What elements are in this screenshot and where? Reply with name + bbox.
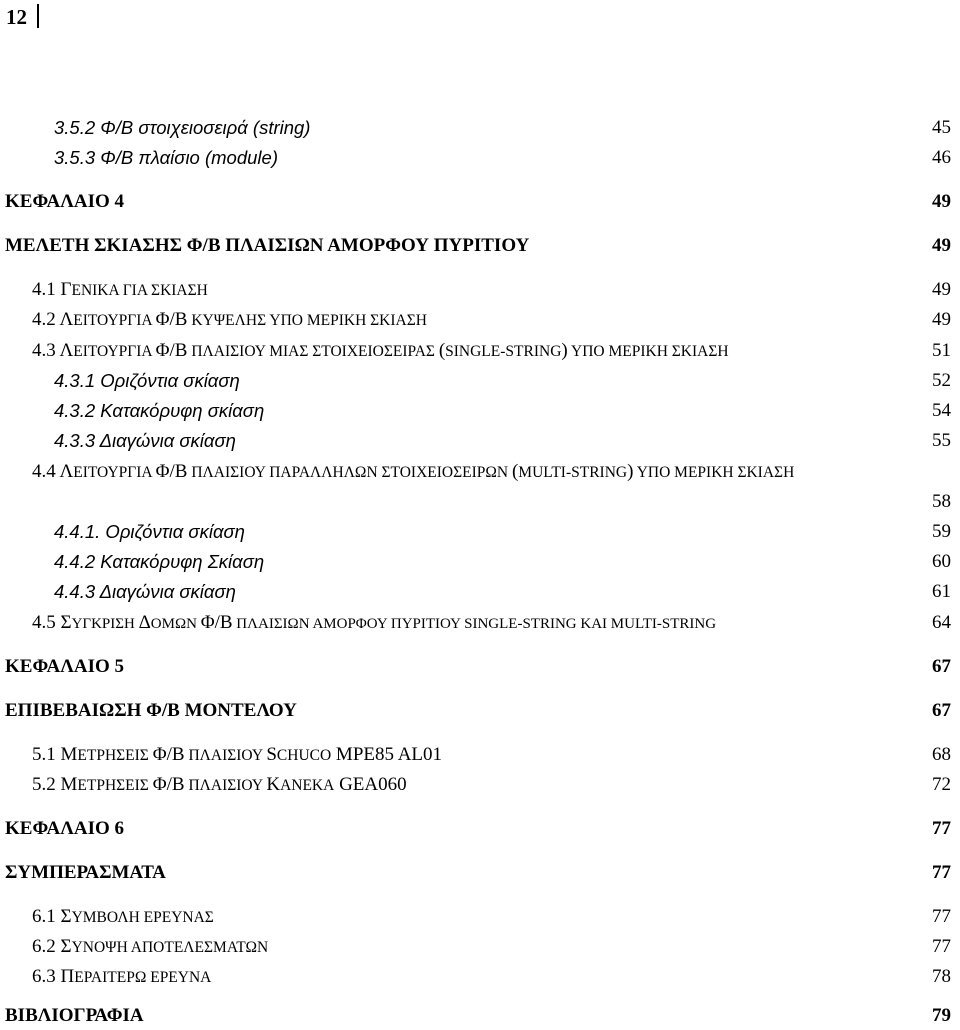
page-header [6,4,39,30]
toc-entry-title: 5.2 ΜΕΤΡΗΣΕΙΣ Φ/Β ΠΛΑΙΣΙΟΥ KANEKA GEA060 [32,774,407,795]
toc-entry-title: ΚΕΦΑΛΑΙΟ 4 [5,191,125,212]
toc-entry-page: 49 [932,279,951,300]
toc-entry-4-4-3[interactable] [0,579,960,605]
toc-entry-page: 60 [932,551,951,572]
toc-entry-page: 46 [932,147,951,168]
toc-entry-chapter-5-title[interactable] [0,698,960,724]
toc-entry-page: 51 [932,340,951,361]
toc-entry-title: 4.4.1. Οριζόντια σκίαση [54,521,245,542]
toc-entry-4-1[interactable] [0,277,960,303]
toc-entry-chapter-6[interactable] [0,816,960,842]
toc-entry-page: 61 [932,581,951,602]
toc-entry-4-3[interactable] [0,338,960,364]
toc-entry-page: 54 [932,400,951,421]
toc-entry-page: 52 [932,370,951,391]
toc-entry-title: 3.5.2 Φ/Β στοιχειοσειρά (string) [54,117,311,138]
toc-entry-page: 67 [932,656,951,677]
toc-entry-5-1[interactable] [0,742,960,768]
toc-entry-page: 59 [932,521,951,542]
toc-entry-title: ΚΕΦΑΛΑΙΟ 5 [5,656,125,677]
toc-entry-5-2[interactable] [0,772,960,798]
toc-entry-title: ΒΙΒΛΙΟΓΡΑΦΙΑ [5,1005,144,1026]
toc-entry-6-2[interactable] [0,934,960,960]
toc-entry-page: 49 [932,309,951,330]
toc-entry-title: 6.1 ΣΥΜΒΟΛΗ ΕΡΕΥΝΑΣ [32,906,214,927]
toc-entry-chapter-4[interactable] [0,189,960,215]
toc-entry-6-3[interactable] [0,964,960,990]
toc-entry-chapter-4-title[interactable] [0,233,960,259]
toc-entry-page: 49 [932,191,951,212]
toc-entry-title: 4.3.2 Κατακόρυφη σκίαση [54,400,265,421]
toc-entry-chapter-6-title[interactable] [0,860,960,886]
toc-entry-page: 77 [932,906,951,927]
toc-entry-4-4-2[interactable] [0,549,960,575]
toc-entry-4-4[interactable] [0,459,960,485]
toc-entry-title: 4.4 ΛΕΙΤΟΥΡΓΙΑ Φ/Β ΠΛΑΙΣΙΟΥ ΠΑΡΑΛΛΗΛΩΝ ΣΤΟΙΧΕΙΟΣΕΙΡΩΝ (MULTI-STRING) ΥΠΟ ΜΕΡΙΚΗ ΣΚΙΑΣΗ [32,461,795,482]
toc-entry-4-2[interactable] [0,307,960,333]
toc-entry-chapter-5[interactable] [0,654,960,680]
toc-entry-page: 68 [932,744,951,765]
toc-entry-title: 4.5 ΣΥΓΚΡΙΣΗ ΔΟΜΩΝ Φ/Β ΠΛΑΙΣΙΩΝ ΑΜΟΡΦΟΥ ΠΥΡΙΤΙΟΥ SINGLE-STRING ΚΑΙ MULTI-STRING [32,612,717,633]
toc-entry-page: 77 [932,936,951,957]
toc-entry-page: 77 [932,818,951,839]
toc-entry-page: 67 [932,700,951,721]
toc-entry-3-5-3[interactable] [0,145,960,171]
toc-entry-page: 72 [932,774,951,795]
toc-entry-3-5-2[interactable] [0,115,960,141]
toc-entry-title: 4.4.3 Διαγώνια σκίαση [54,581,236,602]
toc-entry-4-5[interactable] [0,610,960,636]
toc-entry-title: 4.4.2 Κατακόρυφη Σκίαση [54,551,265,572]
toc-entry-page: 78 [932,966,951,987]
toc-entry-title: 4.3.1 Οριζόντια σκίαση [54,370,240,391]
toc-entry-page: 49 [932,235,951,256]
toc-entry-title: 4.2 ΛΕΙΤΟΥΡΓΙΑ Φ/Β ΚΥΨΕΛΗΣ ΥΠΟ ΜΕΡΙΚΗ ΣΚΙΑΣΗ [32,309,427,330]
toc-entry-page: 64 [932,612,951,633]
toc-entry-page: 58 [932,491,951,512]
toc-entry-title: 5.1 ΜΕΤΡΗΣΕΙΣ Φ/Β ΠΛΑΙΣΙΟΥ SCHUCO MPE85 AL01 [32,744,443,765]
toc-entry-title: 4.1 ΓΕΝΙΚΑ ΓΙΑ ΣΚΙΑΣΗ [32,279,208,300]
toc-entry-title: ΣΥΜΠΕΡΑΣΜΑΤΑ [5,862,166,883]
toc-entry-4-4-page-line [0,489,960,515]
toc-entry-bibliography[interactable] [0,1003,960,1029]
toc-entry-4-4-1[interactable] [0,519,960,545]
toc-entry-title: 6.2 ΣΥΝΟΨΗ ΑΠΟΤΕΛΕΣΜΑΤΩΝ [32,936,269,957]
toc-entry-title: 4.3.3 Διαγώνια σκίαση [54,430,236,451]
toc-entry-page: 55 [932,430,951,451]
toc-entry-title: ΚΕΦΑΛΑΙΟ 6 [5,818,125,839]
header-divider [37,4,39,28]
toc-entry-title: 6.3 ΠΕΡΑΙΤΕΡΩ ΕΡΕΥΝΑ [32,966,212,987]
toc-entry-4-3-2[interactable] [0,398,960,424]
toc-entry-page: 45 [932,117,951,138]
toc-entry-4-3-1[interactable] [0,368,960,394]
toc-entry-page: 77 [932,862,951,883]
toc-entry-page: 79 [932,1005,951,1026]
toc-entry-title: 3.5.3 Φ/Β πλαίσιο (module) [54,147,278,168]
toc-entry-title: 4.3 ΛΕΙΤΟΥΡΓΙΑ Φ/Β ΠΛΑΙΣΙΟΥ ΜΙΑΣ ΣΤΟΙΧΕΙΟΣΕΙΡΑΣ (SINGLE-STRING) ΥΠΟ ΜΕΡΙΚΗ ΣΚΙΑΣΗ [32,340,729,361]
toc-entry-6-1[interactable] [0,904,960,930]
toc-entry-4-3-3[interactable] [0,428,960,454]
toc-entry-title: ΕΠΙΒΕΒΑΙΩΣΗ Φ/Β ΜΟΝΤΕΛΟΥ [5,700,297,721]
page-number: 12 [6,5,27,29]
toc-entry-title: ΜΕΛΕΤΗ ΣΚΙΑΣΗΣ Φ/Β ΠΛΑΙΣΙΩΝ ΑΜΟΡΦΟΥ ΠΥΡΙΤΙΟΥ [5,235,530,256]
